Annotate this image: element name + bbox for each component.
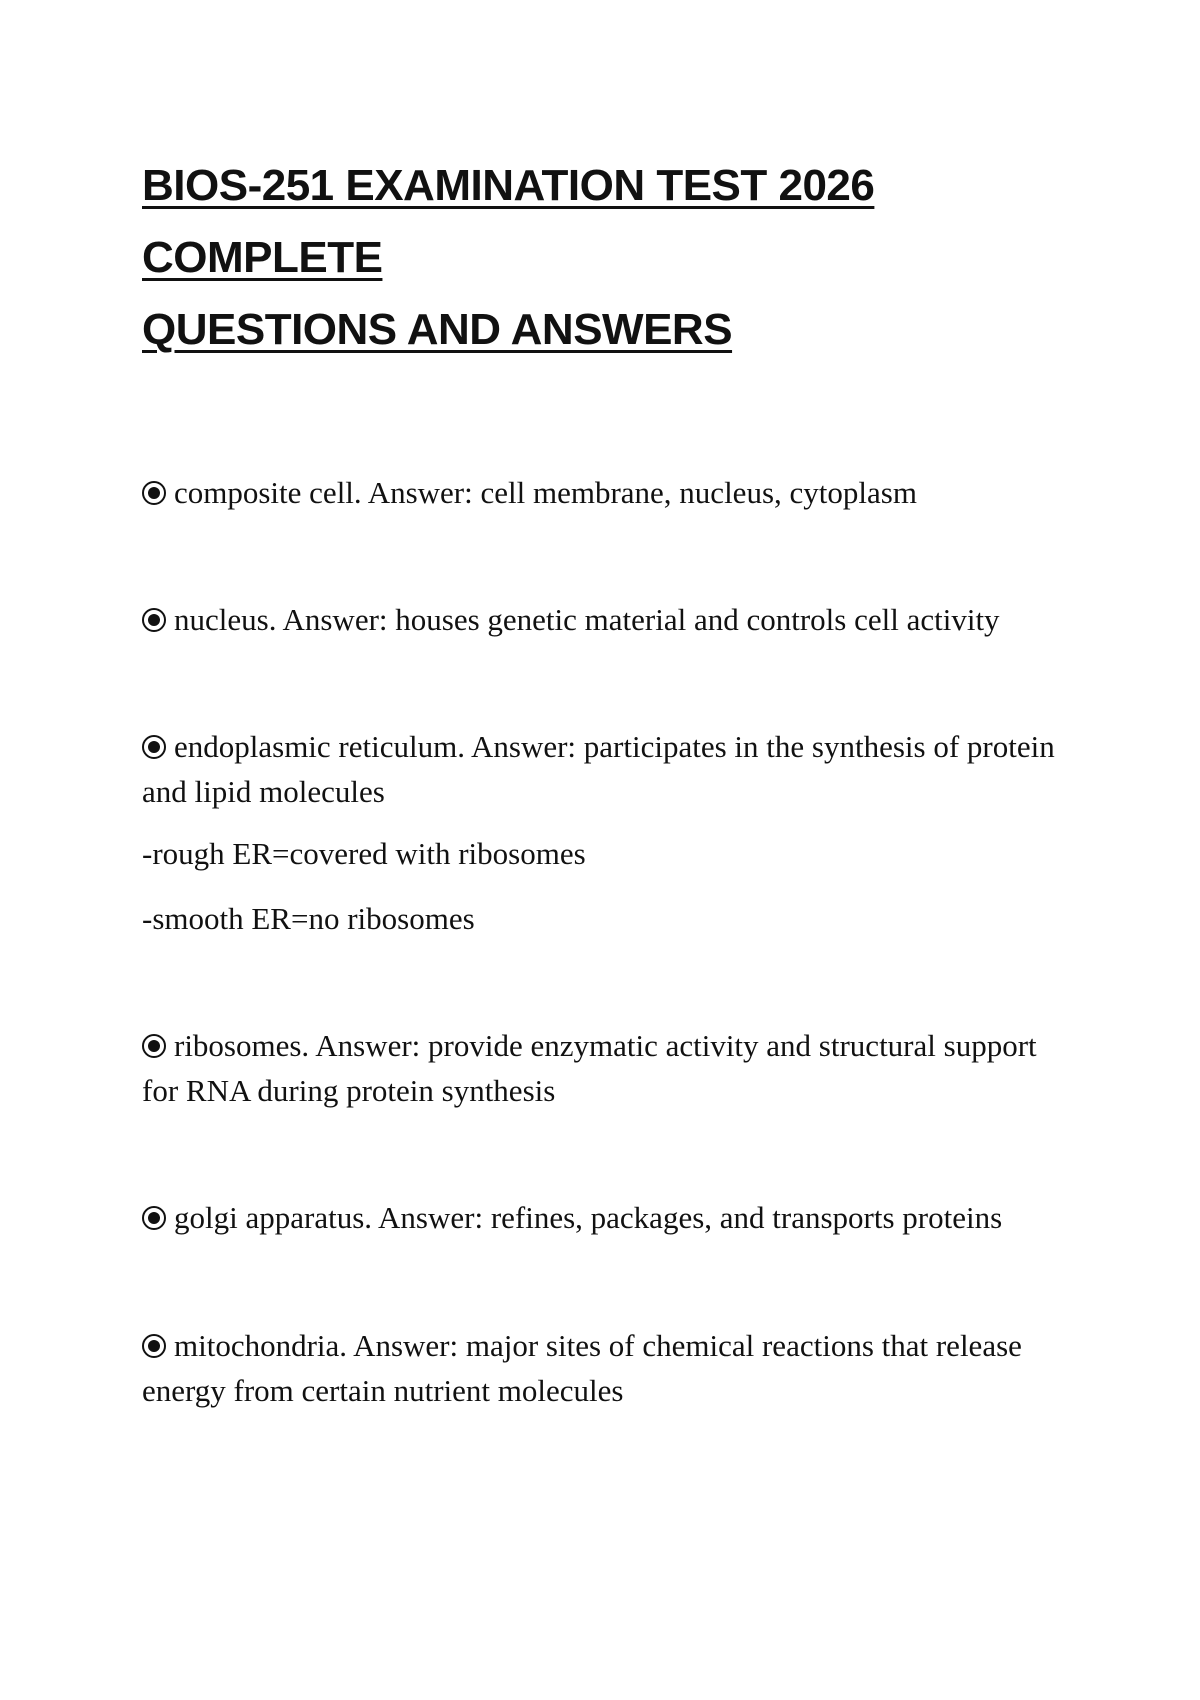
title-line-2: QUESTIONS AND ANSWERS [142, 305, 733, 354]
qa-item [142, 1323, 1072, 1413]
radio-bullet-icon [142, 1334, 166, 1358]
qa-text: nucleus. Answer: houses genetic material and controls cell activity [174, 602, 1000, 637]
qa-item [142, 470, 1072, 515]
radio-bullet-icon [142, 735, 166, 759]
qa-item [142, 1195, 1072, 1240]
radio-bullet-icon [142, 1206, 166, 1230]
qa-subline: -rough ER=covered with ribosomes [142, 836, 586, 871]
radio-bullet-icon [142, 608, 166, 632]
radio-bullet-icon [142, 1034, 166, 1058]
qa-item [142, 1023, 1072, 1113]
qa-text: composite cell. Answer: cell membrane, nucleus, cytoplasm [174, 475, 917, 510]
qa-text: mitochondria. Answer: major sites of chemical reactions that release energy from certain nutrient molecules [142, 1328, 1022, 1408]
title-line-1: BIOS-251 EXAMINATION TEST 2026 COMPLETE [142, 161, 875, 282]
qa-text: ribosomes. Answer: provide enzymatic activity and structural support for RNA during protein synthesis [142, 1028, 1037, 1108]
qa-subline: -smooth ER=no ribosomes [142, 901, 475, 936]
qa-text: golgi apparatus. Answer: refines, packages, and transports proteins [174, 1200, 1003, 1235]
document-title [142, 150, 1072, 366]
qa-text: endoplasmic reticulum. Answer: participates in the synthesis of protein and lipid molecules [142, 729, 1055, 809]
qa-item [142, 724, 1072, 814]
radio-bullet-icon [142, 481, 166, 505]
qa-item [142, 597, 1072, 642]
